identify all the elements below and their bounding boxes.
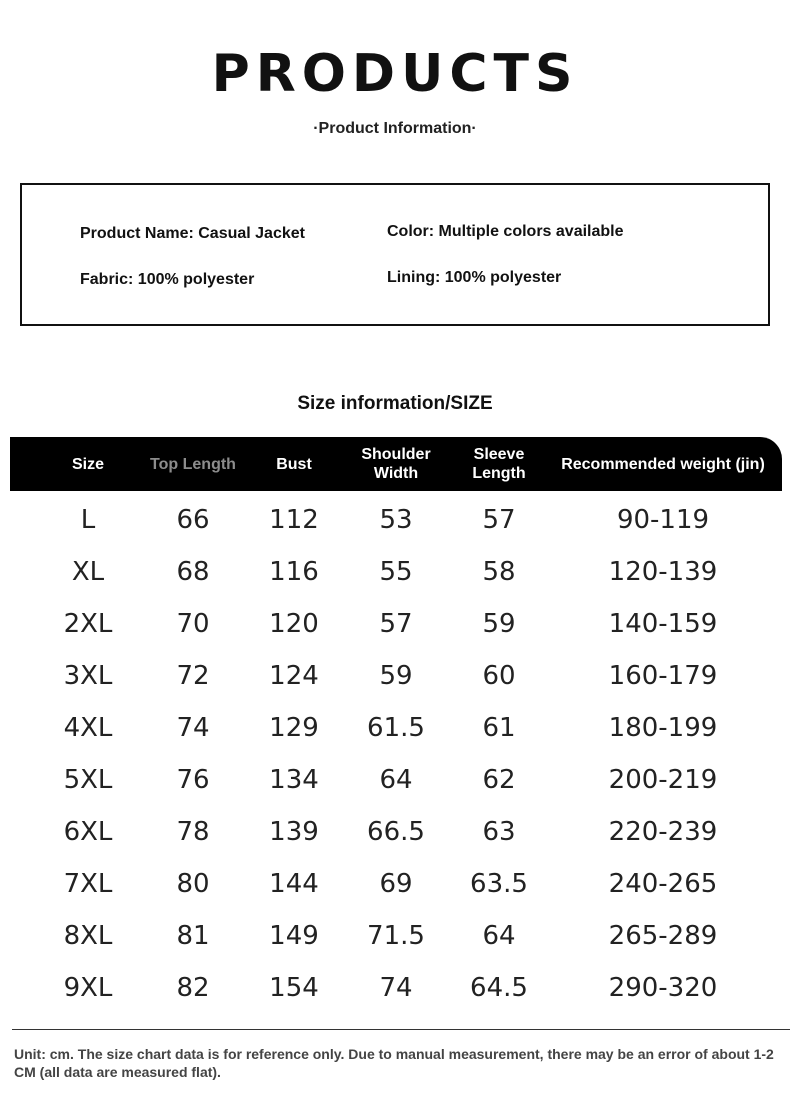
table-row: [10, 546, 782, 598]
table-row: [10, 858, 782, 910]
cell-recommended-weight: 90-119: [616, 505, 710, 535]
cell-recommended-weight: 120-139: [608, 557, 718, 587]
cell-top-length: 76: [176, 765, 210, 795]
cell-recommended-weight: 180-199: [608, 713, 718, 743]
cell-shoulder-width: 57: [379, 609, 413, 639]
cell-shoulder-width: 55: [379, 557, 413, 587]
cell-size: XL: [71, 557, 105, 587]
cell-top-length: 68: [176, 557, 210, 587]
cell-sleeve-length: 63: [482, 817, 516, 847]
cell-sleeve-length: 60: [482, 661, 516, 691]
cell-sleeve-length: 64: [482, 921, 516, 951]
cell-bust: 154: [269, 973, 319, 1003]
column-header-bust: Bust: [276, 455, 312, 473]
cell-bust: 120: [269, 609, 319, 639]
cell-top-length: 70: [176, 609, 210, 639]
cell-recommended-weight: 290-320: [608, 973, 718, 1003]
cell-top-length: 80: [176, 869, 210, 899]
product-name: Product Name: Casual Jacket: [80, 225, 305, 242]
table-row: [10, 754, 782, 806]
cell-sleeve-length: 63.5: [470, 869, 528, 899]
cell-size: 8XL: [63, 921, 113, 951]
cell-bust: 116: [269, 557, 319, 587]
cell-sleeve-length: 59: [482, 609, 516, 639]
cell-size: 4XL: [63, 713, 113, 743]
product-lining: Lining: 100% polyester: [387, 269, 562, 286]
cell-bust: 149: [269, 921, 319, 951]
cell-recommended-weight: 200-219: [608, 765, 718, 795]
cell-recommended-weight: 160-179: [608, 661, 718, 691]
cell-size: 9XL: [63, 973, 113, 1003]
cell-shoulder-width: 53: [379, 505, 413, 535]
product-info-box: [20, 183, 770, 326]
cell-recommended-weight: 220-239: [608, 817, 718, 847]
cell-shoulder-width: 64: [379, 765, 413, 795]
cell-size: 6XL: [63, 817, 113, 847]
table-row: [10, 650, 782, 702]
cell-shoulder-width: 74: [379, 973, 413, 1003]
cell-bust: 139: [269, 817, 319, 847]
product-color: Color: Multiple colors available: [387, 223, 624, 240]
product-fabric: Fabric: 100% polyester: [80, 271, 255, 288]
size-section-heading: Size information/SIZE: [297, 393, 493, 414]
cell-bust: 112: [269, 505, 319, 535]
column-header-sleeve-length: Sleeve Length: [472, 446, 526, 482]
cell-top-length: 72: [176, 661, 210, 691]
cell-sleeve-length: 57: [482, 505, 516, 535]
cell-recommended-weight: 140-159: [608, 609, 718, 639]
cell-shoulder-width: 61.5: [367, 713, 425, 743]
cell-shoulder-width: 69: [379, 869, 413, 899]
cell-sleeve-length: 58: [482, 557, 516, 587]
cell-top-length: 81: [176, 921, 210, 951]
footer-note: Unit: cm. The size chart data is for reference only. Due to manual measurement, there may be an error of about 1-2 CM (all data are measured flat).: [14, 1046, 774, 1080]
cell-shoulder-width: 71.5: [367, 921, 425, 951]
table-row: [10, 494, 782, 546]
cell-recommended-weight: 240-265: [608, 869, 718, 899]
page-subtitle: ·Product Information·: [313, 120, 477, 137]
table-row: [10, 806, 782, 858]
table-row: [10, 598, 782, 650]
column-header-recommended-weight: Recommended weight (jin): [561, 455, 765, 473]
table-row: [10, 962, 782, 1014]
column-header-size: Size: [71, 455, 104, 473]
cell-bust: 144: [269, 869, 319, 899]
table-row: [10, 702, 782, 754]
footer-divider: [12, 1029, 790, 1030]
cell-size: L: [80, 505, 96, 535]
cell-bust: 134: [269, 765, 319, 795]
cell-sleeve-length: 61: [482, 713, 516, 743]
cell-top-length: 82: [176, 973, 210, 1003]
cell-sleeve-length: 62: [482, 765, 516, 795]
cell-size: 3XL: [63, 661, 113, 691]
cell-top-length: 78: [176, 817, 210, 847]
cell-recommended-weight: 265-289: [608, 921, 718, 951]
cell-shoulder-width: 66.5: [367, 817, 425, 847]
column-header-top-length: Top Length: [150, 455, 236, 473]
cell-size: 5XL: [63, 765, 113, 795]
cell-size: 2XL: [63, 609, 113, 639]
cell-shoulder-width: 59: [379, 661, 413, 691]
cell-size: 7XL: [63, 869, 113, 899]
table-row: [10, 910, 782, 962]
page-title: PRODUCTS: [211, 44, 579, 104]
column-header-shoulder-width: Shoulder Width: [361, 446, 431, 482]
cell-bust: 124: [269, 661, 319, 691]
cell-top-length: 74: [176, 713, 210, 743]
cell-bust: 129: [269, 713, 319, 743]
cell-sleeve-length: 64.5: [470, 973, 528, 1003]
cell-top-length: 66: [176, 505, 210, 535]
size-table-header: [10, 437, 782, 491]
